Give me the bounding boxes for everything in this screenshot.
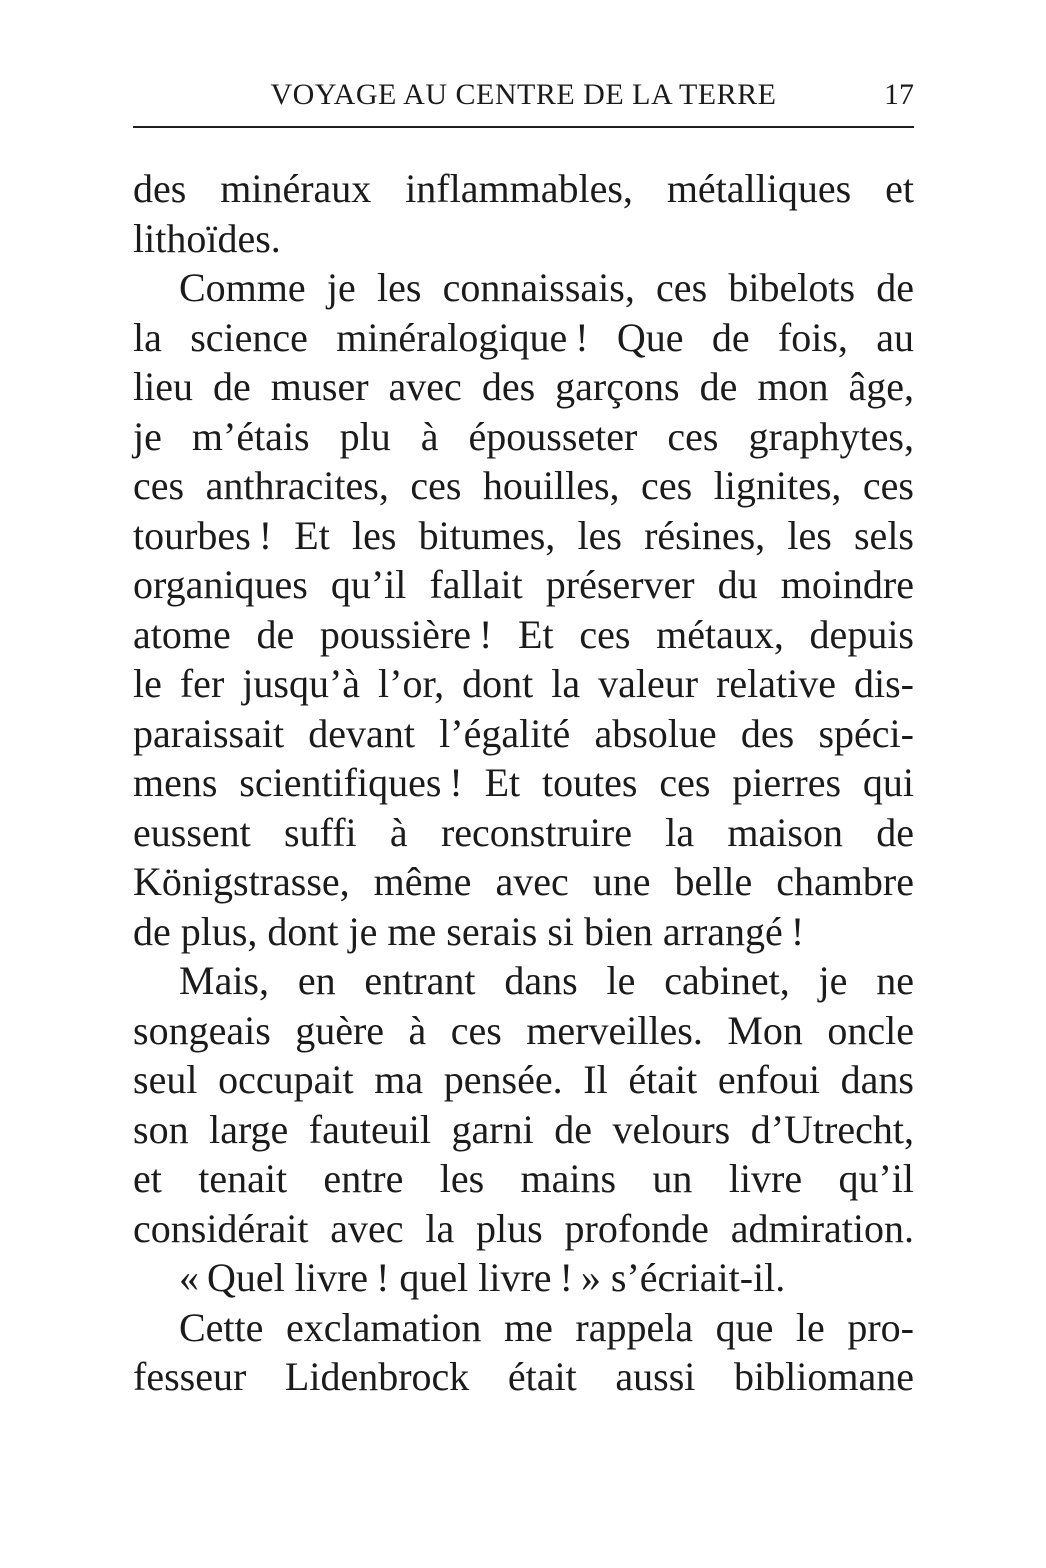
- text-line: seul occupait ma pensée. Il était enfoui dans: [133, 1057, 914, 1102]
- text-line: je m’étais plu à épousseter ces graphytes,: [133, 413, 914, 459]
- text-line: tourbes ! Et les bitumes, les résines, les sels: [133, 512, 914, 558]
- header-rule: [133, 126, 914, 128]
- text-line: le fer jusqu’à l’or, dont la valeur relative dis-: [133, 661, 914, 706]
- running-head: [133, 76, 914, 114]
- text-line: fesseur Lidenbrock était aussi bibliomane: [133, 1354, 914, 1399]
- text-line: Mais, en entrant dans le cabinet, je ne: [179, 958, 914, 1003]
- text-line: la science minéralogique ! Que de fois, au: [133, 314, 914, 360]
- text-line: Comme je les connaissais, ces bibelots de: [179, 265, 914, 310]
- text-line: organiques qu’il fallait préserver du moindre: [133, 562, 914, 607]
- page-body: [133, 164, 914, 1402]
- text-line: « Quel livre ! quel livre ! » s’écriait-il.: [179, 1255, 786, 1300]
- text-line: et tenait entre les mains un livre qu’il: [133, 1156, 914, 1201]
- text-line: son large fauteuil garni de velours d’Utrecht,: [133, 1106, 914, 1152]
- text-line: considérait avec la plus profonde admiration.: [133, 1205, 914, 1251]
- text-line: Königstrasse, même avec une belle chambre: [133, 859, 914, 904]
- text-line: lithoïdes.: [133, 215, 281, 261]
- text-line: eussent suffi à reconstruire la maison de: [133, 809, 914, 855]
- text-line: songeais guère à ces merveilles. Mon oncle: [133, 1007, 914, 1053]
- text-line: lieu de muser avec des garçons de mon âge,: [133, 364, 914, 409]
- text-line: des minéraux inflammables, métalliques et: [133, 166, 914, 211]
- text-line: atome de poussière ! Et ces métaux, depuis: [133, 611, 914, 657]
- text-line: paraissait devant l’égalité absolue des spéci-: [133, 710, 914, 756]
- text-line: ces anthracites, ces houilles, ces lignites, ces: [133, 463, 914, 508]
- text-line: Cette exclamation me rappela que le pro-: [179, 1304, 914, 1350]
- page-number: 17: [884, 78, 914, 111]
- running-title: VOYAGE AU CENTRE DE LA TERRE: [270, 78, 777, 111]
- text-line: de plus, dont je me serais si bien arrangé !: [133, 908, 805, 954]
- text-line: mens scientifiques ! Et toutes ces pierres qui: [133, 760, 914, 805]
